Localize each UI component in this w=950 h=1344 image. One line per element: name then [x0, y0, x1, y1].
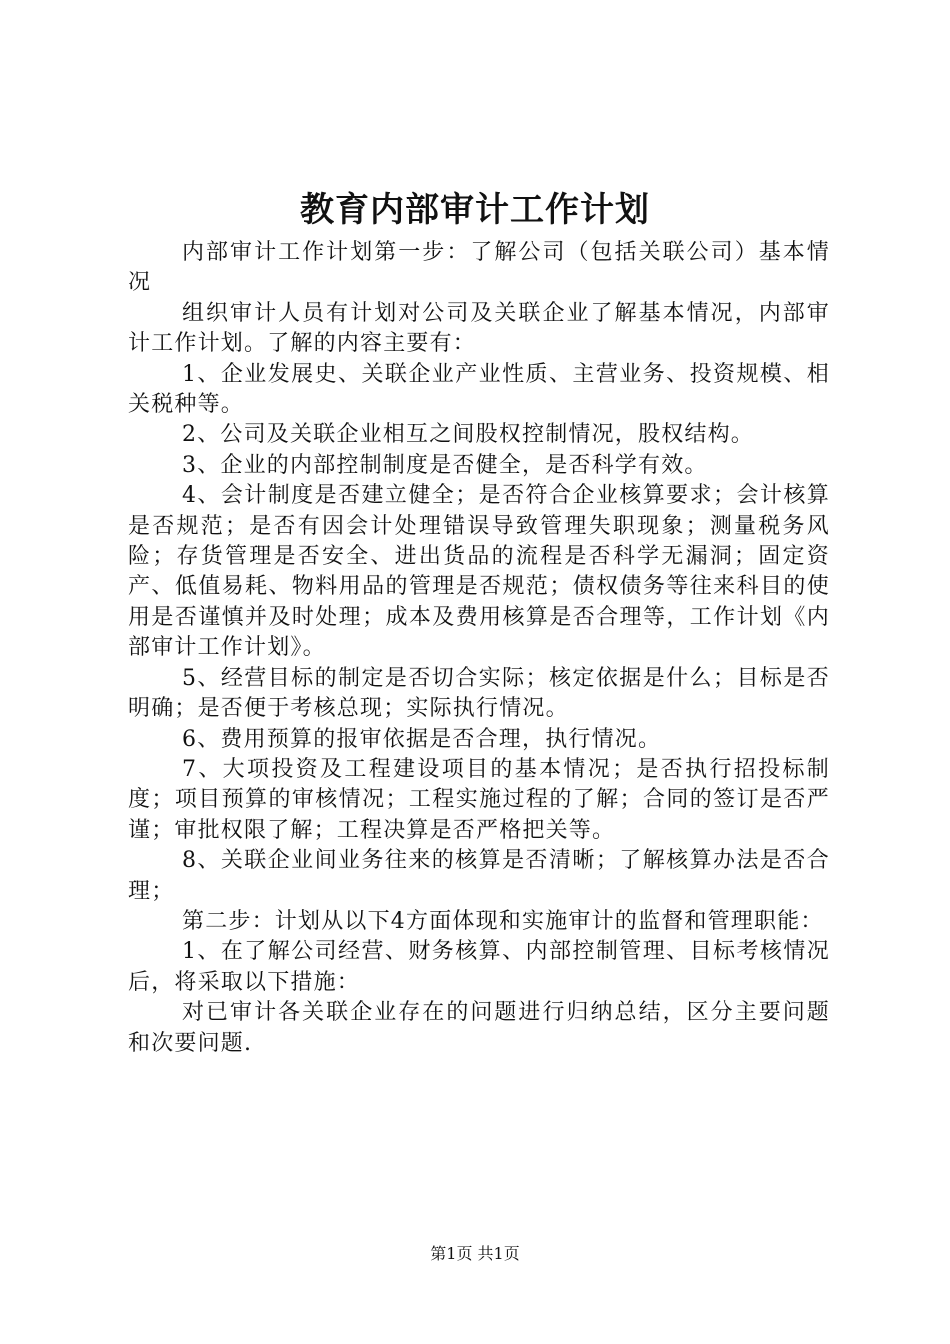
- paragraph-item-2: 2、公司及关联企业相互之间股权控制情况，股权结构。: [182, 422, 754, 448]
- paragraph-item-1: 1、企业发展史、关联企业产业性质、主营业务、投资规模、相关税种等。: [128, 361, 830, 418]
- document-title: 教育内部审计工作计划: [300, 190, 650, 230]
- paragraph-item-8: 8、关联企业间业务往来的核算是否清晰；了解核算办法是否合理；: [128, 848, 830, 904]
- page-footer: 第1页 共1页: [430, 1244, 520, 1263]
- paragraph-item-4: 4、会计制度是否建立健全；是否符合企业核算要求；会计核算是否规范；是否有因会计处理错误导致管理失职现象；测量税务风险；存货管理是否安全、进出货品的流程是否科学无漏洞；固定资产、低值易耗、物料用品的管理是否规范；债权债务等往来科目的使用是否谨慎并及时处理；成本及费用核算是否合理等，工作计划《内部审计工作计划》。: [128, 483, 830, 661]
- paragraph-step-one-heading: 内部审计工作计划第一步：了解公司（包括关联公司）基本情况: [128, 240, 830, 296]
- paragraph-summary: 对已审计各关联企业存在的问题进行归纳总结，区分主要问题和次要问题.: [128, 1000, 830, 1056]
- paragraph-item-7: 7、大项投资及工程建设项目的基本情况；是否执行招投标制度；项目预算的审核情况；工程实施过程的了解；合同的签订是否严谨；审批权限了解；工程决算是否严格把关等。: [128, 756, 830, 843]
- paragraph-item-6: 6、费用预算的报审依据是否合理，执行情况。: [182, 726, 662, 752]
- paragraph-item-3: 3、企业的内部控制制度是否健全，是否科学有效。: [182, 452, 708, 478]
- paragraph-step-two-heading: 第二步：计划从以下4方面体现和实施审计的监督和管理职能：: [182, 908, 824, 934]
- paragraph-item-5: 5、经营目标的制定是否切合实际；核定依据是什么；目标是否明确；是否便于考核总现；实际执行情况。: [128, 665, 830, 722]
- paragraph-intro: 组织审计人员有计划对公司及关联企业了解基本情况，内部审计工作计划。了解的内容主要有：: [128, 300, 830, 357]
- document-body: [128, 238, 830, 1059]
- paragraph-step-two-item-1: 1、在了解公司经营、财务核算、内部控制管理、目标考核情况后，将采取以下措施：: [128, 939, 830, 995]
